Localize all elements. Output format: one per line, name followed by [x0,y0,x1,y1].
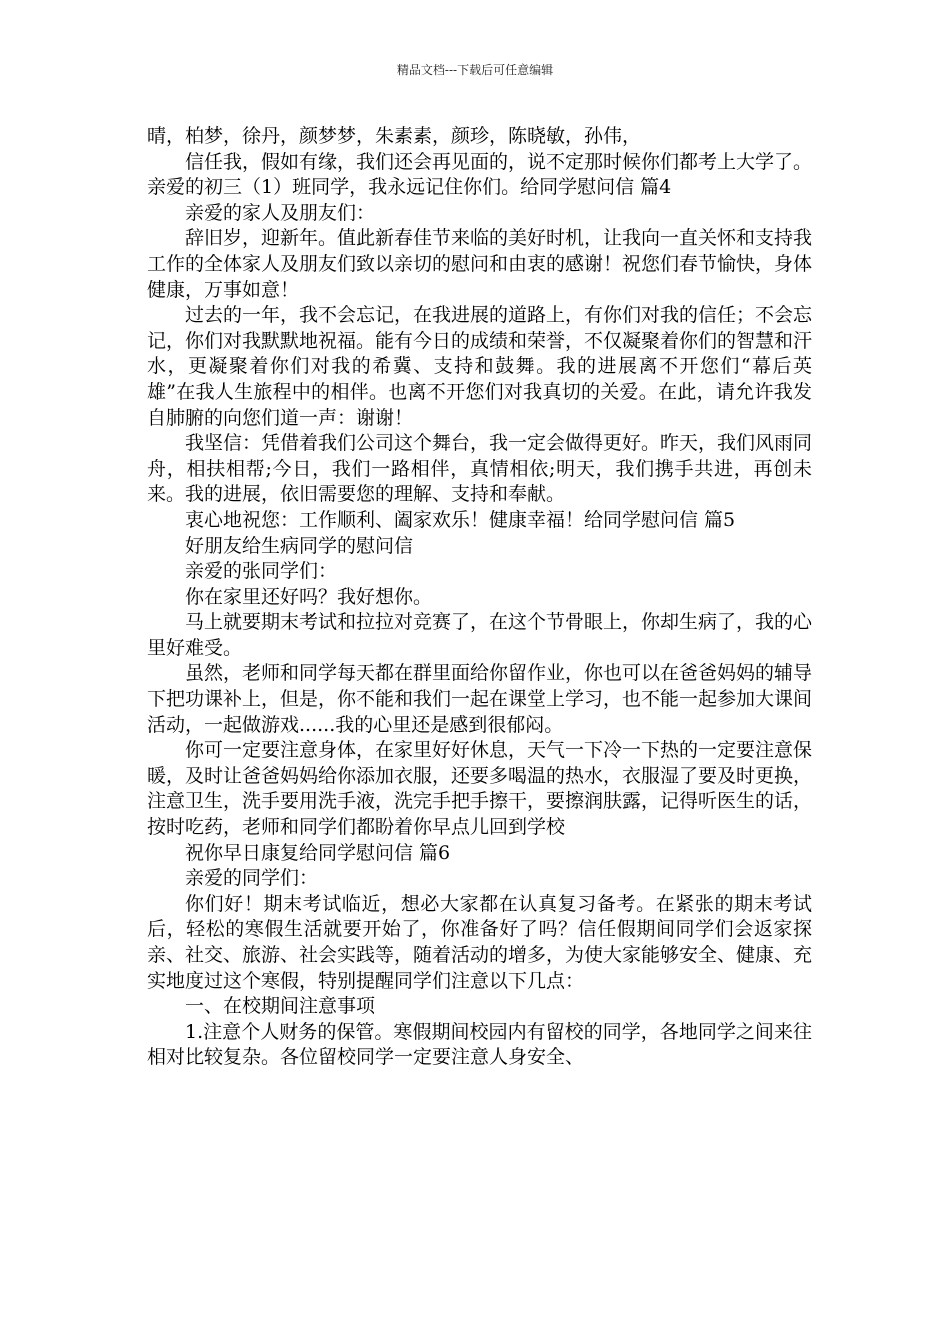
paragraph: 亲爱的张同学们： [185,560,338,583]
paragraph: 马上就要期末考试和拉拉对竞赛了，在这个节骨眼上，你却生病了，我的心里好难受。 [147,611,813,659]
paragraph: 你们好！期末考试临近，想必大家都在认真复习备考。在紧张的期末考试后，轻松的寒假生活就要开始了，你准备好了吗？信任假期间同学们会返家探亲、社交、旅游、社会实践等，随着活动的增多，为使大家能够安全、健康、充实地度过这个寒假，特别提醒同学们注意以下几点： [147,892,813,992]
paragraph: 信任我，假如有缘，我们还会再见面的，说不定那时候你们都考上大学了。亲爱的初三（1）班同学，我永远记住你们。给同学慰问信 篇4 [147,150,813,199]
paragraph: 虽然，老师和同学每天都在群里面给你留作业，你也可以在爸爸妈妈的辅导下把功课补上，但是，你不能和我们一起在课堂上学习，也不能一起参加大课间活动，一起做游戏......我的心里还是感到很郁闷。 [147,662,813,736]
paragraph: 过去的一年，我不会忘记，在我进展的道路上，有你们对我的信任；不会忘记，你们对我默默地祝福。能有今日的成绩和荣誉，不仅凝聚着你们的智慧和汗水，更凝聚着你们对我的希冀、支持和鼓舞。我的进展离不开您们“幕后英雄”在我人生旅程中的相伴。也离不开您们对我真切的关爱。在此，请允许我发自肺腑的向您们道一声：谢谢！ [147,304,813,429]
document-body [147,124,812,1071]
paragraph: 亲爱的同学们： [185,867,319,890]
paragraph: 晴，柏梦，徐丹，颜梦梦，朱素素，颜珍，陈晓敏，孙伟， [147,125,642,147]
paragraph: 一、在校期间注意事项 [185,995,376,1018]
page-header: 精品文档---下载后可任意编辑 [396,63,554,77]
paragraph: 亲爱的家人及朋友们： [185,201,376,224]
paragraph: 你在家里还好吗？我好想你。 [185,585,433,608]
paragraph: 衷心地祝您：工作顺利、阖家欢乐！健康幸福！给同学慰问信 篇5 [185,508,736,531]
paragraph: 你可一定要注意身体，在家里好好休息，天气一下冷一下热的一定要注意保暖，及时让爸爸妈妈给你添加衣服，还要多喝温的热水，衣服湿了要及时更换，注意卫生，洗手要用洗手液，洗完手把手擦干，要擦润肤露，记得听医生的话，按时吃药，老师和同学们都盼着你早点儿回到学校 [147,739,813,839]
paragraph: 1.注意个人财务的保管。寒假期间校园内有留校的同学，各地同学之间来往相对比较复杂。各位留校同学一定要注意人身安全、 [147,1020,812,1069]
paragraph: 好朋友给生病同学的慰问信 [185,534,414,557]
paragraph: 祝你早日康复给同学慰问信 篇6 [185,841,451,864]
paragraph: 我坚信：凭借着我们公司这个舞台，我一定会做得更好。昨天，我们风雨同舟，相扶相帮;今日，我们一路相伴，真情相依;明天，我们携手共进，再创未来。我的进展，依旧需要您的理解、支持和奉献。 [147,432,813,506]
paragraph: 辞旧岁，迎新年。值此新春佳节来临的美好时机，让我向一直关怀和支持我工作的全体家人及朋友们致以亲切的慰问和由衷的感谢！祝您们春节愉快，身体健康，万事如意！ [147,227,813,301]
